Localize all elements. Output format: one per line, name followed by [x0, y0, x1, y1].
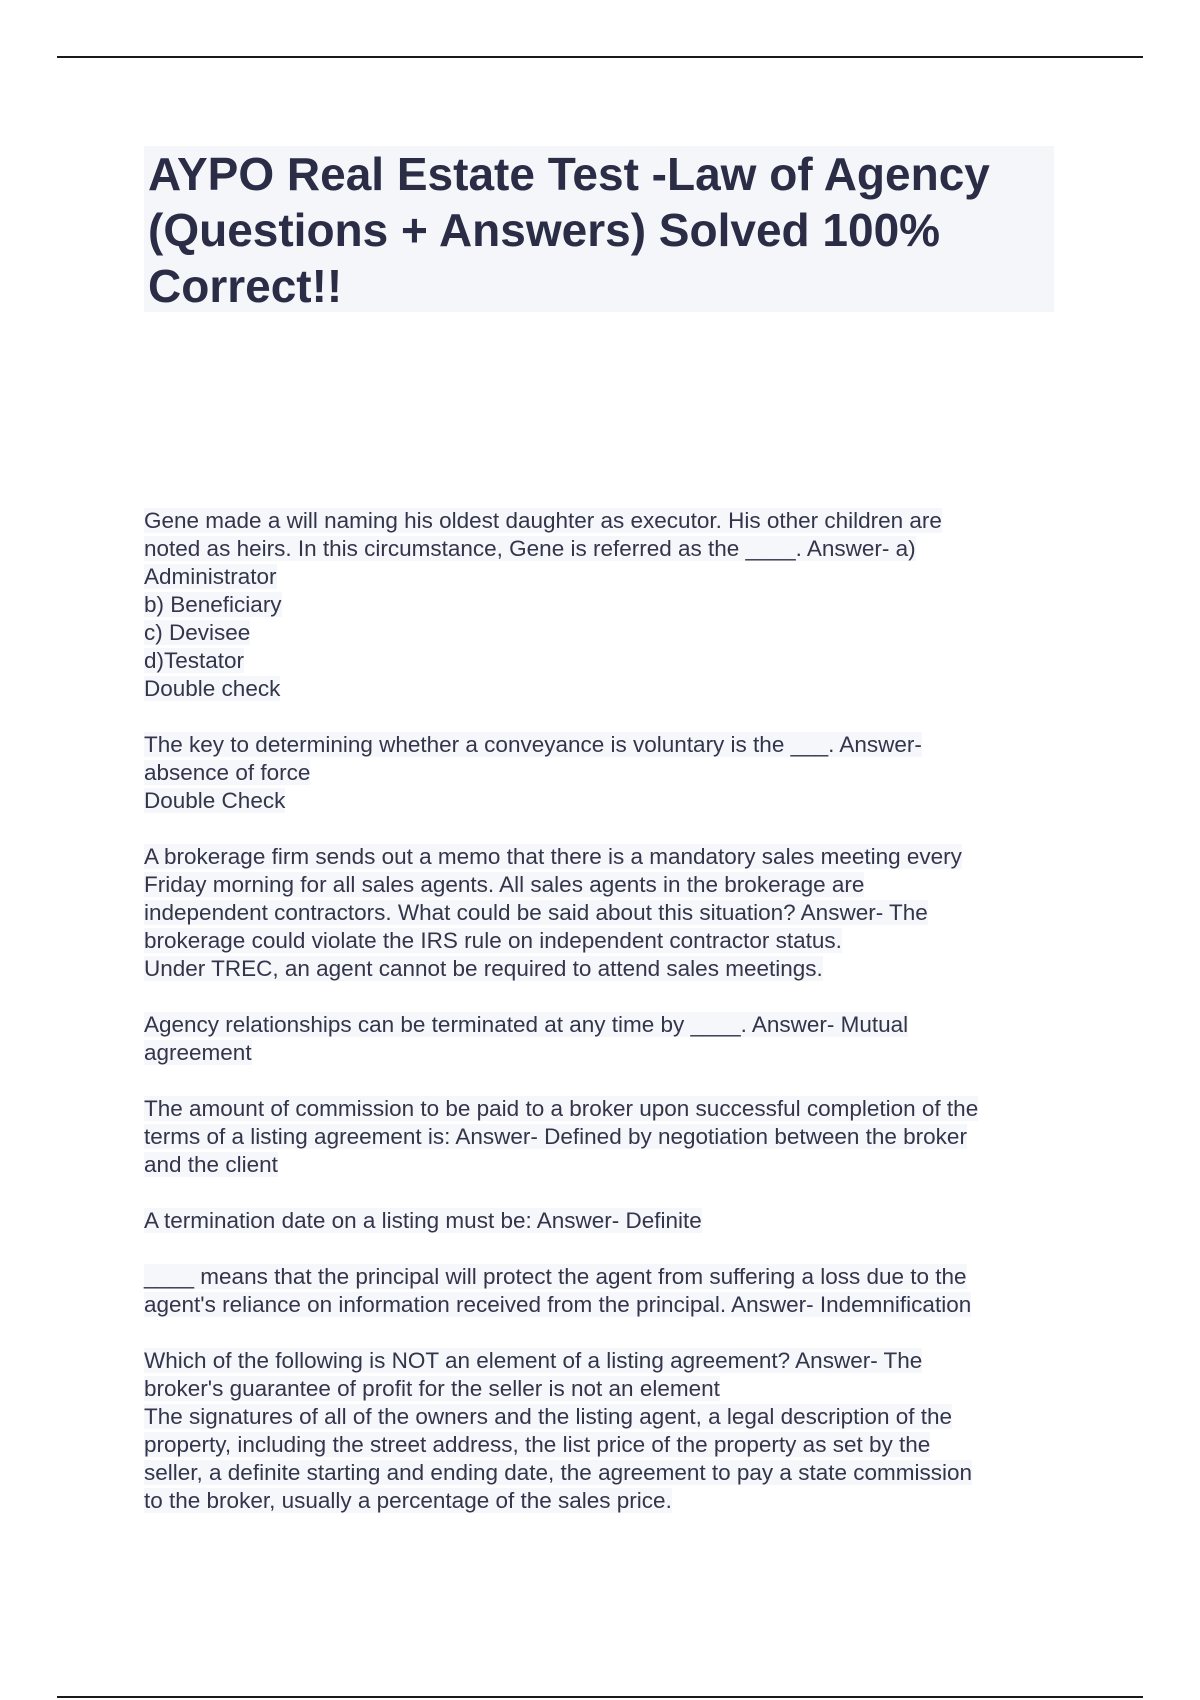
text-line: Which of the following is NOT an element of a listing agreement? Answer- The [144, 1348, 923, 1373]
text-line: absence of force [144, 760, 311, 785]
text-line: Agency relationships can be terminated at any time by ____. Answer- Mutual [144, 1012, 909, 1037]
title-line: Correct!! [148, 260, 343, 312]
qa-list [144, 507, 1064, 1543]
document-title [144, 146, 1054, 312]
text-line: broker's guarantee of profit for the seller is not an element [144, 1376, 720, 1401]
qa-block-commission [144, 1095, 1064, 1179]
title-line: (Questions + Answers) Solved 100% [148, 204, 941, 256]
text-line: The signatures of all of the owners and the listing agent, a legal description of the [144, 1404, 953, 1429]
text-line: independent contractors. What could be said about this situation? Answer- The [144, 900, 928, 925]
text-line: and the client [144, 1152, 278, 1177]
text-line: brokerage could violate the IRS rule on independent contractor status. [144, 928, 842, 953]
text-line: property, including the street address, the list price of the property as set by the [144, 1432, 931, 1457]
text-line: noted as heirs. In this circumstance, Gene is referred as the ____. Answer- a) [144, 536, 916, 561]
text-line: Under TREC, an agent cannot be required to attend sales meetings. [144, 956, 823, 981]
text-line: The amount of commission to be paid to a broker upon successful completion of the [144, 1096, 979, 1121]
top-rule [57, 56, 1143, 58]
text-line: Gene made a will naming his oldest daughter as executor. His other children are [144, 508, 942, 533]
text-line: Double check [144, 676, 281, 701]
text-line: to the broker, usually a percentage of the sales price. [144, 1488, 672, 1513]
text-line: A brokerage firm sends out a memo that there is a mandatory sales meeting every [144, 844, 962, 869]
qa-block-termination-date [144, 1207, 1064, 1235]
text-line: Friday morning for all sales agents. All sales agents in the brokerage are [144, 872, 865, 897]
qa-block-conveyance [144, 731, 1064, 815]
qa-block-sales-meeting [144, 843, 1064, 983]
text-line: b) Beneficiary [144, 592, 282, 617]
text-line: d)Testator [144, 648, 245, 673]
title-line: AYPO Real Estate Test -Law of Agency [148, 148, 990, 200]
text-line: c) Devisee [144, 620, 251, 645]
qa-block-indemnification [144, 1263, 1064, 1319]
text-line: A termination date on a listing must be: Answer- Definite [144, 1208, 702, 1233]
qa-block-listing-elements [144, 1347, 1064, 1515]
text-line: Administrator [144, 564, 277, 589]
text-line: ____ means that the principal will protect the agent from suffering a loss due to the [144, 1264, 967, 1289]
text-line: The key to determining whether a conveyance is voluntary is the ___. Answer- [144, 732, 922, 757]
qa-block-executor [144, 507, 1064, 703]
text-line: agreement [144, 1040, 252, 1065]
qa-block-agency-termination [144, 1011, 1064, 1067]
text-line: Double Check [144, 788, 286, 813]
bottom-rule [57, 1696, 1143, 1698]
text-line: terms of a listing agreement is: Answer- Defined by negotiation between the broker [144, 1124, 967, 1149]
text-line: agent's reliance on information received from the principal. Answer- Indemnification [144, 1292, 972, 1317]
text-line: seller, a definite starting and ending date, the agreement to pay a state commission [144, 1460, 972, 1485]
